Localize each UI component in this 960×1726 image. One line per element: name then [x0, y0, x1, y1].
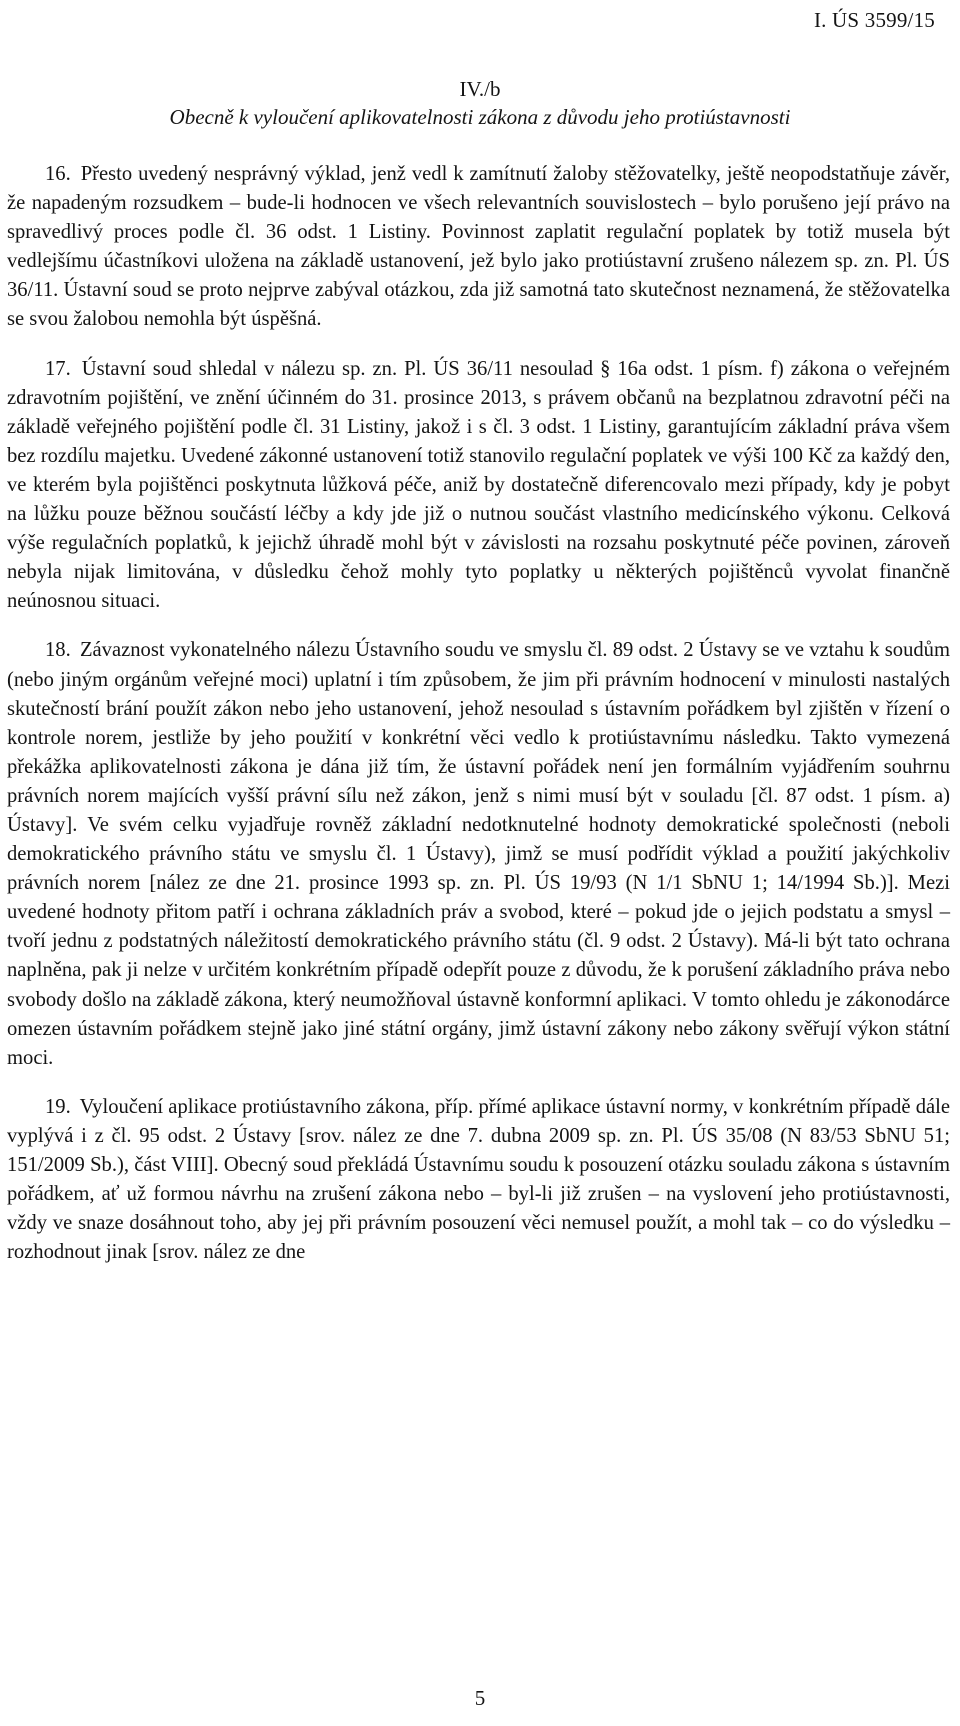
paragraph-17 — [7, 355, 950, 617]
paragraph-text: Závaznost vykonatelného nálezu Ústavního soudu ve smyslu čl. 89 odst. 2 Ústavy se ve vztahu k soudům (nebo jiným orgánům veřejné moci) uplatní i tím způsobem, že jim při právním hodnocení v minulosti nastalých skutečností brání použít zákon nebo jeho ustanovení, jehož nesoulad s ústavním pořádkem byl zjištěn v řízení o kontrole norem, jestliže by jeho použití v konkrétní věci vedlo k protiústavnímu následku. Takto vymezená překážka aplikovatelnosti zákona je dána již tím, že ústavní pořádek není jen formálním vyjádřením souhrnu právních norem majících vyšší právní sílu než zákon, jenž s nimi musí být v souladu [čl. 87 odst. 1 písm. a) Ústavy]. Ve svém celku vyjadřuje rovněž základní nedotknutelné hodnoty demokratické společnosti (neboli demokratického právního státu ve smyslu čl. 1 Ústavy), jimž se musí podřídit výklad a použití jakýchkoliv právních norem [nález ze dne 21. prosince 1993 sp. zn. Pl. ÚS 19/93 (N 1/1 SbNU 1; 14/1994 Sb.)]. Mezi uvedené hodnoty přitom patří i ochrana základních práv a svobod, které – pokud jde o jejich podstatu a smysl – tvoří jednu z podstatných náležitostí demokratického právního státu (čl. 9 odst. 2 Ústavy). Má-li být tato ochrana naplněna, pak ji nelze v určitém konkrétním případě odepřít pouze z důvodu, že k porušení základního práva nebo svobody došlo na základě zákona, který neumožňoval ústavně konformní aplikaci. V tomto ohledu je zákonodárce omezen ústavním pořádkem stejně jako jiné státní orgány, jimž ústavní zákony nebo zákony svěřují výkon státní moci. — [7, 639, 950, 1069]
page-number: 5 — [474, 1686, 486, 1710]
paragraph-19 — [7, 1093, 950, 1268]
paragraph-16 — [7, 160, 950, 335]
paragraph-18 — [7, 636, 950, 1072]
case-number: I. ÚS 3599/15 — [813, 8, 935, 32]
paragraph-text: Ústavní soud shledal v nálezu sp. zn. Pl. ÚS 36/11 nesoulad § 16a odst. 1 písm. f) zákona o veřejném zdravotním pojištění, ve znění účinném do 31. prosince 2013, s právem občanů na bezplatnou zdravotní péči na základě veřejného pojištění podle čl. 31 Listiny, jakož i s čl. 3 odst. 1 Listiny, garantujícím základní práva všem bez rozdílu majetku. Uvedené zákonné ustanovení totiž stanovilo regulační poplatek ve výši 100 Kč za každý den, ve kterém byla pojištěnci poskytnuta lůžková péče, aniž by dostatečně diferencovalo mezi případy, kdy je pobyt na lůžku pouze běžnou součástí léčby a kdy jde již o nutnou součást vlastního medicínského výkonu. Celková výše regulačních poplatků, k jejichž úhradě mohl být v závislosti na rozsahu poskytnuté péče povinen, zároveň nebyla nijak limitována, v důsledku čehož mohly tyto poplatky u některých pojištěnců vyvolat finančně neúnosnou situaci. — [7, 357, 950, 613]
paragraph-number: 19. — [45, 1095, 71, 1118]
paragraph-number: 16. — [45, 163, 71, 185]
section-number: IV./b — [459, 77, 501, 101]
paragraph-text: Vyloučení aplikace protiústavního zákona, příp. přímé aplikace ústavní normy, v konkrétním případě dále vyplývá i z čl. 95 odst. 2 Ústavy [srov. nález ze dne 7. dubna 2009 sp. zn. Pl. ÚS 35/08 (N 83/53 SbNU 51; 151/2009 Sb.), část VIII]. Obecný soud překládá Ústavnímu soudu k posouzení otázku souladu zákona s ústavním pořádkem, ať už formou návrhu na zrušení zákona nebo – byl-li již zrušen – na vyslovení jeho protiústavnosti, vždy ve snaze dosáhnout toho, aby jej při právním posouzení věci nemusel použít, a mohl tak – co do výsledku – rozhodnout jinak [srov. nález ze dne — [7, 1095, 950, 1264]
paragraph-number: 18. — [45, 639, 71, 662]
body-text — [7, 160, 950, 1287]
paragraph-number: 17. — [45, 357, 71, 380]
paragraph-text: Přesto uvedený nesprávný výklad, jenž vedl k zamítnutí žaloby stěžovatelky, ještě neopodstatňuje závěr, že napadeným rozsudkem – bude-li hodnocen ve všech relevantních souvislostech – bylo porušeno její právo na spravedlivý proces podle čl. 36 odst. 1 Listiny. Povinnost zaplatit regulační poplatek by totiž musela být vedlejšímu účastníkovi uložena na základě ustanovení, jež bylo jako protiústavní zrušeno nálezem sp. zn. Pl. ÚS 36/11. Ústavní soud se proto nejprve zabýval otázkou, zda již samotná tato skutečnost neznamená, že stěžovatelka se svou žalobou nemohla být úspěšná. — [7, 163, 950, 331]
section-title: Obecně k vyloučení aplikovatelnosti zákona z důvodu jeho protiústavnosti — [169, 105, 791, 129]
